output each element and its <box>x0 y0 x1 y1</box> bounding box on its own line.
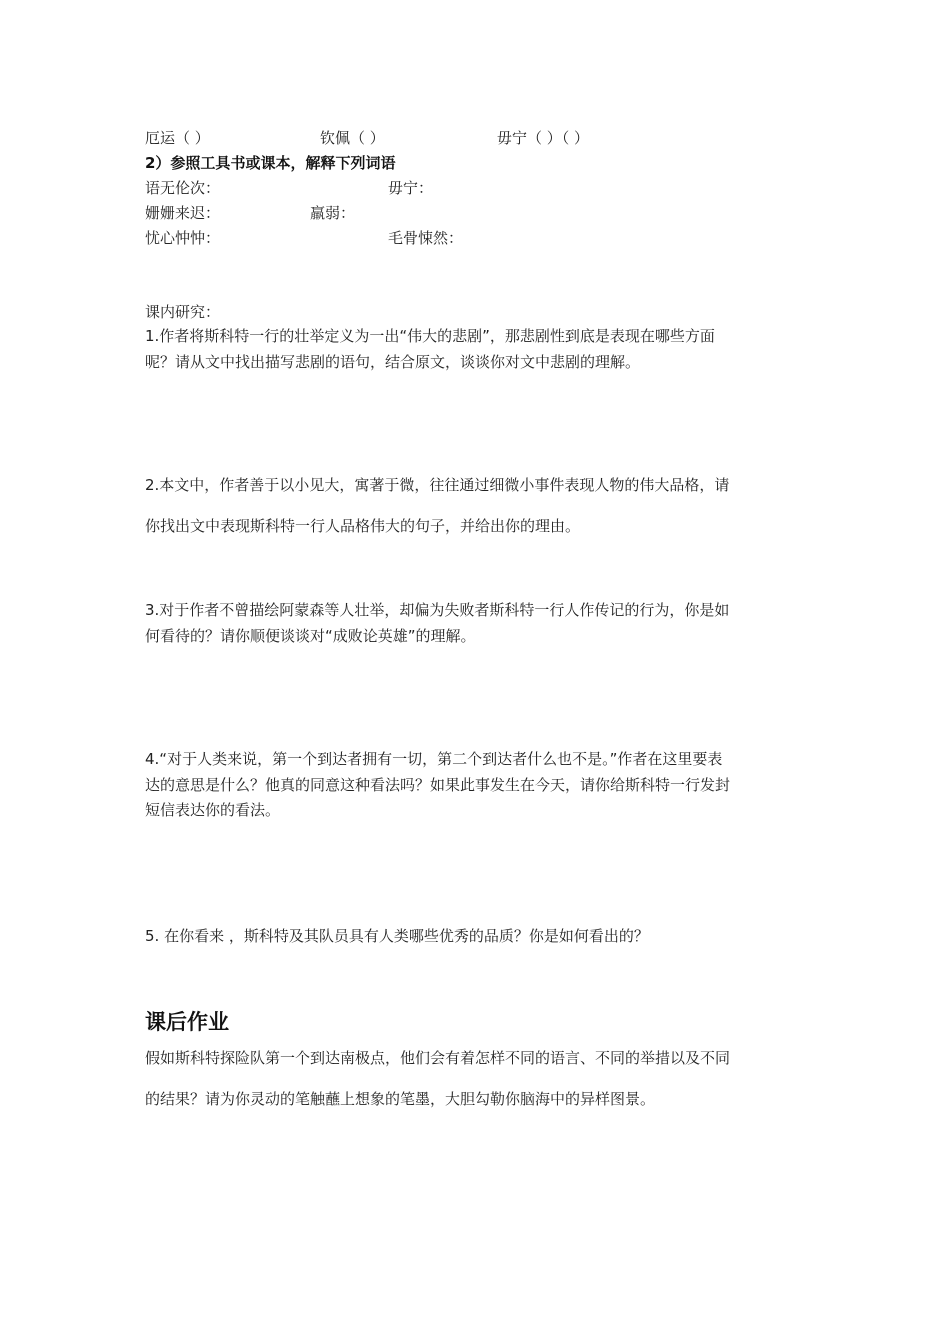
vocab-term: 羸弱： <box>310 204 356 222</box>
question-1-line: 呢？请从文中找出描写悲剧的语句，结合原文，谈谈你对文中悲剧的理解。 <box>145 353 641 371</box>
vocab-term: 姗姗来迟： <box>145 204 221 222</box>
question-4-line: 达的意思是什么？他真的同意这种看法吗？如果此事发生在今天，请你给斯科特一行发封 <box>145 776 731 794</box>
question-4-line: 4.“对于人类来说，第一个到达者拥有一切，第二个到达者什么也不是。”作者在这里要表 <box>145 750 723 768</box>
vocab-section-title: 2）参照工具书或课本，解释下列词语 <box>145 154 396 172</box>
question-3-line: 3.对于作者不曾描绘阿蒙森等人壮举，却偏为失败者斯科特一行人作传记的行为，你是如 <box>145 601 730 619</box>
question-3-line: 何看待的？请你顺便谈谈对“成败论英雄”的理解。 <box>145 627 476 645</box>
question-2-line: 2.本文中，作者善于以小见大，寓著于微，往往通过细微小事件表现人物的伟大品格，请 <box>145 476 730 494</box>
pinyin-item-eyun: 厄运（ ） <box>145 129 210 147</box>
pinyin-item-qinpei: 钦佩（ ） <box>320 129 385 147</box>
vocab-term: 语无伦次： <box>145 179 221 197</box>
question-5-line: 5. 在你看来 ，斯科特及其队员具有人类哪些优秀的品质？你是如何看出的？ <box>145 927 649 945</box>
vocab-term: 毋宁： <box>388 179 434 197</box>
homework-heading: 课后作业 <box>145 1010 229 1034</box>
pinyin-item-wuning: 毋宁（ ）（ ） <box>497 129 590 147</box>
vocab-term: 忧心忡忡： <box>145 229 221 247</box>
homework-line: 的结果？请为你灵动的笔触蘸上想象的笔墨，大胆勾勒你脑海中的异样图景。 <box>145 1090 656 1108</box>
question-1-line: 1.作者将斯科特一行的壮举定义为一出“伟大的悲剧”，那悲剧性到底是表现在哪些方面 <box>145 327 715 345</box>
vocab-term: 毛骨悚然： <box>388 229 464 247</box>
study-section-title: 课内研究： <box>145 303 221 321</box>
homework-line: 假如斯科特探险队第一个到达南极点，他们会有着怎样不同的语言、不同的举措以及不同 <box>145 1049 731 1067</box>
question-4-line: 短信表达你的看法。 <box>145 801 281 819</box>
question-2-line: 你找出文中表现斯科特一行人品格伟大的句子，并给出你的理由。 <box>145 517 581 535</box>
